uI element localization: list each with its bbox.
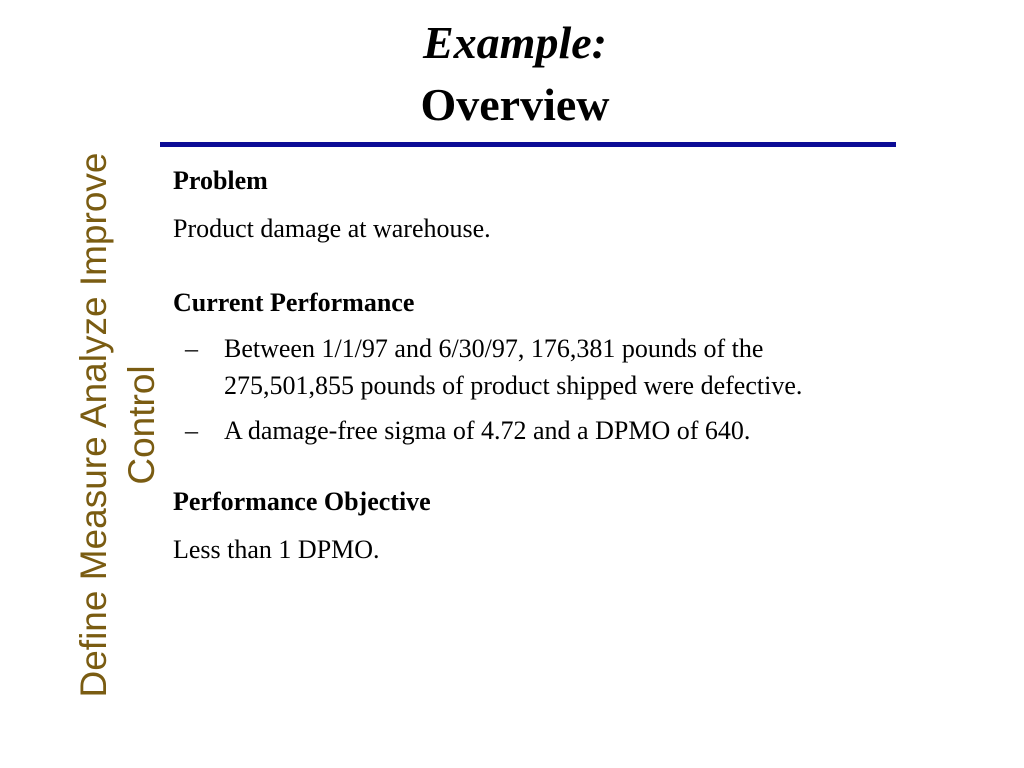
list-item [173, 412, 893, 449]
spacer [173, 248, 893, 284]
problem-heading: Problem [173, 166, 268, 195]
title-line-2: Overview [420, 79, 610, 130]
side-label-line-2: Control [121, 365, 162, 485]
bullet-text: Between 1/1/97 and 6/30/97, 176,381 pounds of the 275,501,855 pounds of product shipped were defective. [224, 334, 803, 400]
performance-objective-heading: Performance Objective [173, 487, 431, 516]
slide-title [0, 12, 1024, 136]
dmaic-side-label [70, 130, 166, 720]
slide-body [173, 162, 893, 569]
problem-text: Product damage at warehouse. [173, 214, 491, 243]
bullet-dash: – [185, 416, 198, 445]
current-performance-list [173, 330, 893, 449]
bullet-dash: – [185, 334, 198, 363]
title-divider [160, 142, 896, 147]
title-line-1: Example: [423, 17, 607, 68]
side-label-line-1: Define Measure Analyze Improve [73, 152, 114, 698]
objective-text: Less than 1 DPMO. [173, 535, 380, 564]
current-performance-heading: Current Performance [173, 288, 415, 317]
spacer [173, 457, 893, 483]
list-item [173, 330, 893, 404]
bullet-text: A damage-free sigma of 4.72 and a DPMO of 640. [224, 416, 751, 445]
